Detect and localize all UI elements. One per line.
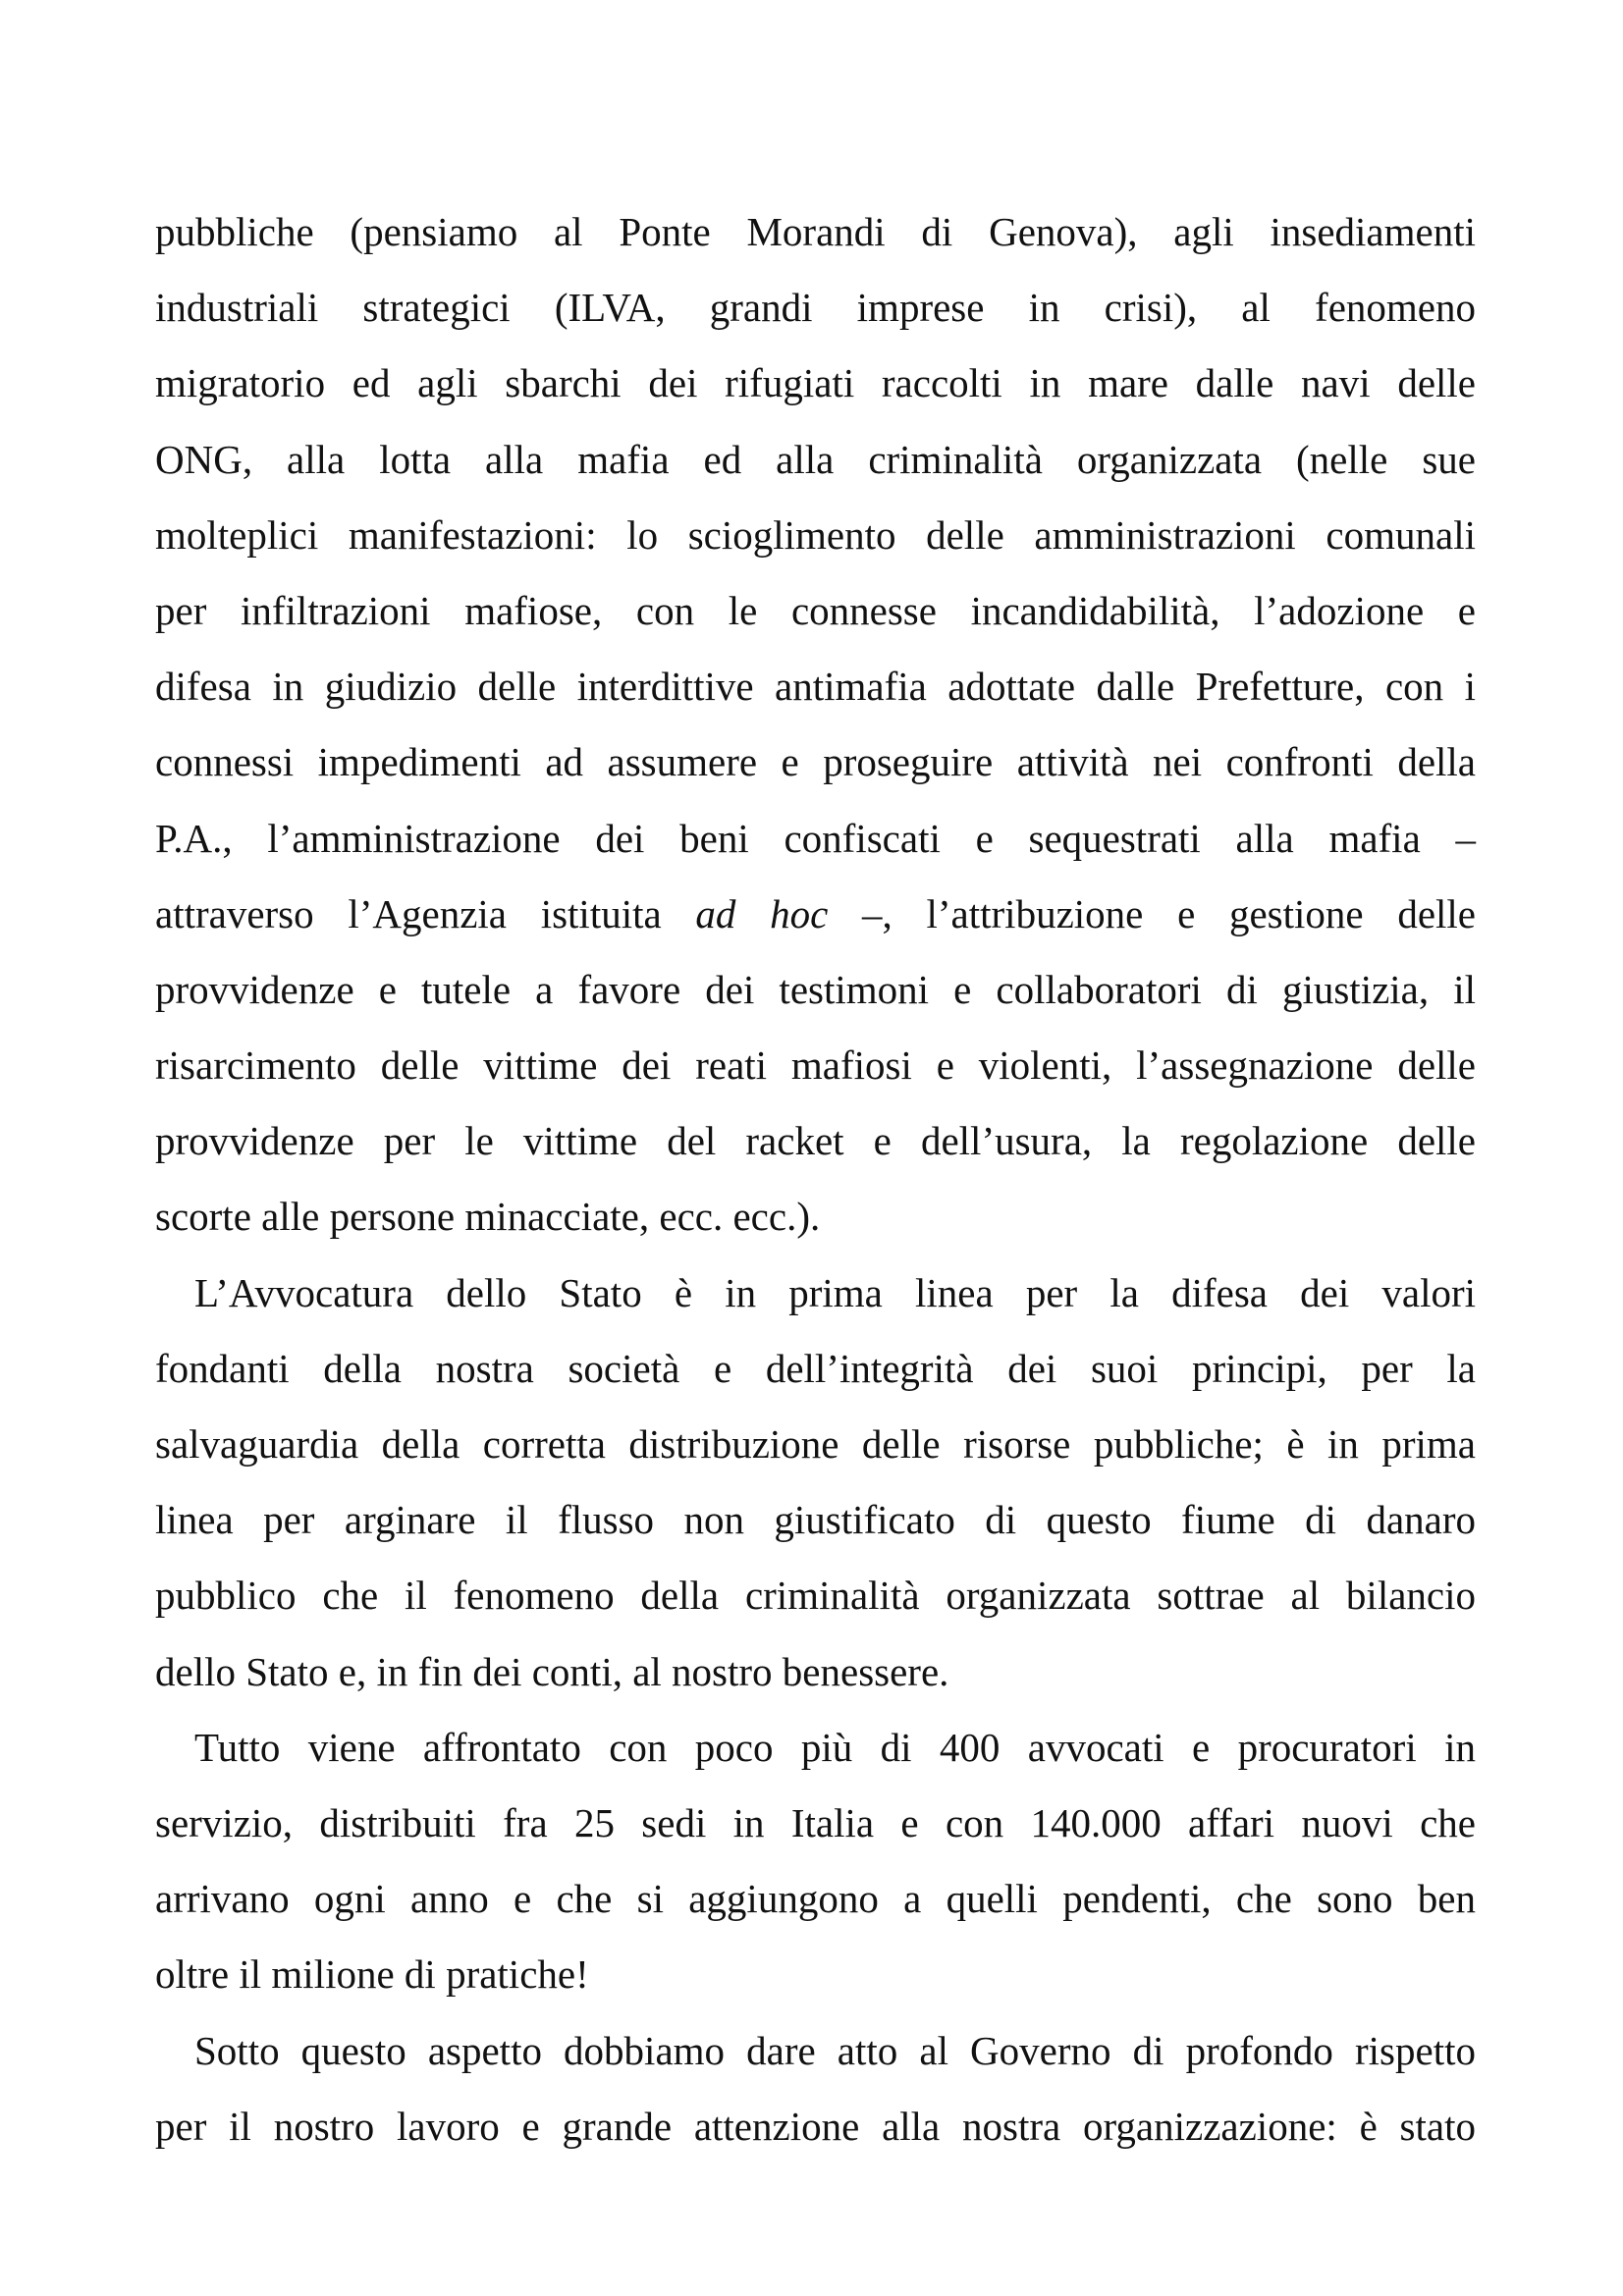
text-line: pubblico che il fenomeno della criminalità organizzata sottrae al bilancio (155, 1573, 1476, 1619)
text-line: dello Stato e, in fin dei conti, al nostro benessere. (155, 1648, 949, 1694)
text-line: molteplici manifestazioni: lo scioglimento delle amministrazioni comunali (155, 511, 1476, 558)
text-line: scorte alle persone minacciate, ecc. ecc.). (155, 1194, 821, 1240)
text-line: linea per arginare il flusso non giustificato di questo fiume di danaro (155, 1497, 1476, 1543)
paragraph-2 (155, 1255, 1476, 1710)
text-line: Tutto viene affrontato con poco più di 400 avvocati e procuratori in (194, 1724, 1476, 1770)
text-line: oltre il milione di pratiche! (155, 1951, 589, 1998)
paragraph-1 (155, 194, 1476, 1255)
text-line: risarcimento delle vittime dei reati mafiosi e violenti, l’assegnazione delle (155, 1042, 1476, 1089)
text-line: arrivano ogni anno e che si aggiungono a quelli pendenti, che sono ben (155, 1876, 1476, 1922)
text-line: industriali strategici (ILVA, grandi imprese in crisi), al fenomeno (155, 285, 1476, 331)
text-line: per infiltrazioni mafiose, con le connesse incandidabilità, l’adozione e (155, 587, 1476, 633)
text-line: P.A., l’amministrazione dei beni confiscati e sequestrati alla mafia – (155, 815, 1476, 861)
text-line: provvidenze e tutele a favore dei testimoni e collaboratori di giustizia, il (155, 966, 1476, 1012)
text-line: connessi impedimenti ad assumere e proseguire attività nei confronti della (155, 739, 1476, 785)
text-line: Sotto questo aspetto dobbiamo dare atto al Governo di profondo rispetto (194, 2027, 1476, 2073)
text-line: difesa in giudizio delle interdittive antimafia adottate dalle Prefetture, con i (155, 664, 1476, 710)
text-line: salvaguardia della corretta distribuzione delle risorse pubbliche; è in prima (155, 1421, 1476, 1467)
document-page (155, 194, 1476, 2164)
text-line: provvidenze per le vittime del racket e dell’usura, la regolazione delle (155, 1118, 1476, 1164)
text-line: L’Avvocatura dello Stato è in prima linea per la difesa dei valori (194, 1269, 1476, 1315)
text-line: attraverso l’Agenzia istituita ad hoc –, l’attribuzione e gestione delle (155, 890, 1476, 936)
paragraph-3 (155, 1710, 1476, 2013)
text-line: servizio, distribuiti fra 25 sedi in Italia e con 140.000 affari nuovi che (155, 1799, 1476, 1845)
text-line: fondanti della nostra società e dell’integrità dei suoi principi, per la (155, 1345, 1476, 1391)
text-line: pubbliche (pensiamo al Ponte Morandi di Genova), agli insediamenti (155, 209, 1476, 254)
text-line: migratorio ed agli sbarchi dei rifugiati raccolti in mare dalle navi delle (155, 360, 1476, 406)
text-line: per il nostro lavoro e grande attenzione alla nostra organizzazione: è stato (155, 2103, 1476, 2149)
paragraph-4 (155, 2013, 1476, 2164)
text-line: ONG, alla lotta alla mafia ed alla criminalità organizzata (nelle sue (155, 436, 1476, 482)
italic-term: ad hoc (695, 890, 829, 936)
